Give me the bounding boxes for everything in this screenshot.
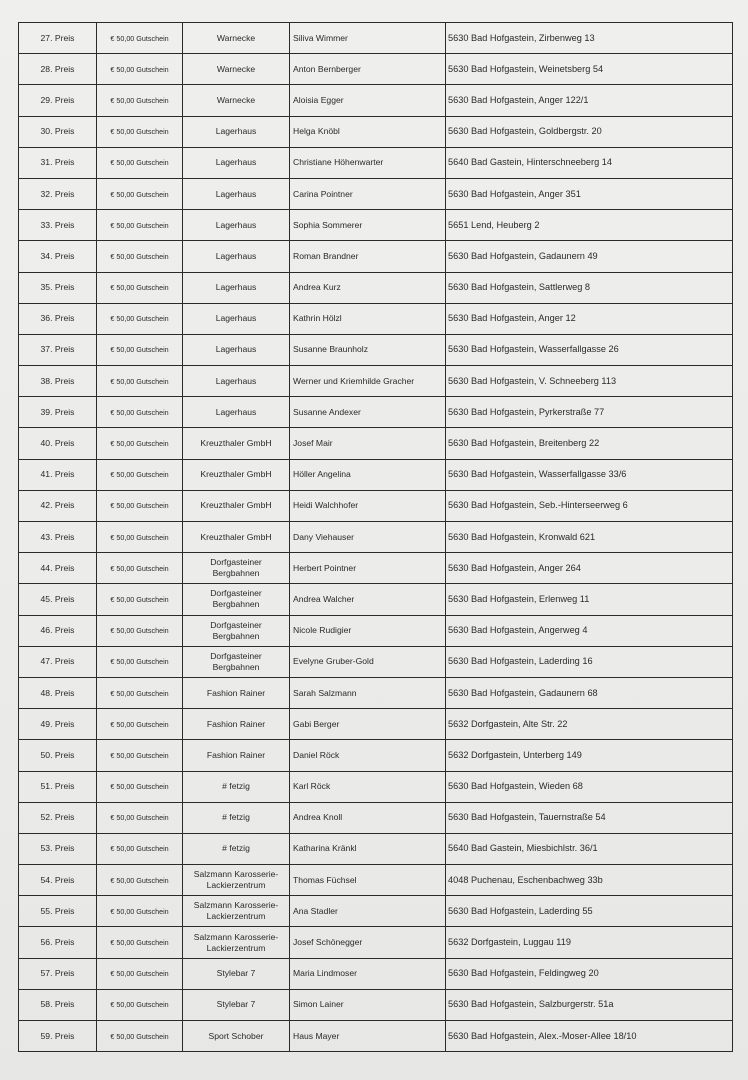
winner-name-cell: Josef Schönegger	[290, 927, 446, 958]
table-row	[19, 303, 733, 334]
sponsor-cell: Lagerhaus	[183, 366, 290, 397]
sponsor-cell: Kreuzthaler GmbH	[183, 522, 290, 553]
winner-name-cell: Andrea Knoll	[290, 802, 446, 833]
winner-name-cell: Sarah Salzmann	[290, 677, 446, 708]
winner-name-cell: Evelyne Gruber-Gold	[290, 646, 446, 677]
address-cell: 5630 Bad Hofgastein, Laderding 16	[446, 646, 733, 677]
sponsor-cell: Lagerhaus	[183, 303, 290, 334]
voucher-cell: € 50,00 Gutschein	[97, 958, 183, 989]
winner-name-cell: Daniel Röck	[290, 740, 446, 771]
voucher-cell: € 50,00 Gutschein	[97, 397, 183, 428]
prize-cell: 56. Preis	[19, 927, 97, 958]
sponsor-cell: Sport Schober	[183, 1021, 290, 1052]
table-row	[19, 833, 733, 864]
table-row	[19, 54, 733, 85]
winner-name-cell: Werner und Kriemhilde Gracher	[290, 366, 446, 397]
table-row	[19, 459, 733, 490]
winner-name-cell: Susanne Braunholz	[290, 334, 446, 365]
winner-name-cell: Andrea Kurz	[290, 272, 446, 303]
table-row	[19, 147, 733, 178]
table-row	[19, 428, 733, 459]
table-row	[19, 1021, 733, 1052]
sponsor-cell: Warnecke	[183, 54, 290, 85]
prize-cell: 54. Preis	[19, 865, 97, 896]
voucher-cell: € 50,00 Gutschein	[97, 303, 183, 334]
winner-name-cell: Gabi Berger	[290, 709, 446, 740]
sponsor-cell: Salzmann Karosserie-Lackierzentrum	[183, 865, 290, 896]
winner-name-cell: Ana Stadler	[290, 896, 446, 927]
address-cell: 5630 Bad Hofgastein, Gadaunern 68	[446, 677, 733, 708]
sponsor-cell: Lagerhaus	[183, 178, 290, 209]
prize-cell: 36. Preis	[19, 303, 97, 334]
sponsor-cell: Fashion Rainer	[183, 677, 290, 708]
sponsor-cell: Fashion Rainer	[183, 709, 290, 740]
voucher-cell: € 50,00 Gutschein	[97, 896, 183, 927]
sponsor-cell: Stylebar 7	[183, 958, 290, 989]
table-row	[19, 646, 733, 677]
winner-name-cell: Christiane Höhenwarter	[290, 147, 446, 178]
winner-name-cell: Roman Brandner	[290, 241, 446, 272]
sponsor-cell: Lagerhaus	[183, 334, 290, 365]
winner-name-cell: Heidi Walchhofer	[290, 490, 446, 521]
address-cell: 5630 Bad Hofgastein, Salzburgerstr. 51a	[446, 989, 733, 1020]
prize-cell: 39. Preis	[19, 397, 97, 428]
winner-name-cell: Helga Knöbl	[290, 116, 446, 147]
prize-cell: 46. Preis	[19, 615, 97, 646]
sponsor-cell: Salzmann Karosserie-Lackierzentrum	[183, 927, 290, 958]
sponsor-cell: Lagerhaus	[183, 147, 290, 178]
voucher-cell: € 50,00 Gutschein	[97, 740, 183, 771]
table-row	[19, 740, 733, 771]
winner-name-cell: Maria Lindmoser	[290, 958, 446, 989]
table-row	[19, 116, 733, 147]
voucher-cell: € 50,00 Gutschein	[97, 334, 183, 365]
voucher-cell: € 50,00 Gutschein	[97, 54, 183, 85]
table-row	[19, 802, 733, 833]
table-row	[19, 366, 733, 397]
prize-cell: 53. Preis	[19, 833, 97, 864]
address-cell: 5630 Bad Hofgastein, V. Schneeberg 113	[446, 366, 733, 397]
address-cell: 5630 Bad Hofgastein, Anger 351	[446, 178, 733, 209]
winner-name-cell: Susanne Andexer	[290, 397, 446, 428]
prize-cell: 57. Preis	[19, 958, 97, 989]
winner-name-cell: Carina Pointner	[290, 178, 446, 209]
sponsor-cell: Dorfgasteiner Bergbahnen	[183, 615, 290, 646]
prize-cell: 32. Preis	[19, 178, 97, 209]
table-row	[19, 23, 733, 54]
sponsor-cell: Kreuzthaler GmbH	[183, 428, 290, 459]
prize-cell: 27. Preis	[19, 23, 97, 54]
prize-cell: 42. Preis	[19, 490, 97, 521]
table-row	[19, 896, 733, 927]
prize-cell: 30. Preis	[19, 116, 97, 147]
sponsor-cell: Warnecke	[183, 85, 290, 116]
sponsor-cell: Kreuzthaler GmbH	[183, 459, 290, 490]
voucher-cell: € 50,00 Gutschein	[97, 23, 183, 54]
voucher-cell: € 50,00 Gutschein	[97, 459, 183, 490]
sponsor-cell: Lagerhaus	[183, 272, 290, 303]
winner-name-cell: Höller Angelina	[290, 459, 446, 490]
sponsor-cell: Salzmann Karosserie-Lackierzentrum	[183, 896, 290, 927]
address-cell: 5630 Bad Hofgastein, Anger 264	[446, 553, 733, 584]
table-row	[19, 334, 733, 365]
table-row	[19, 709, 733, 740]
sponsor-cell: Kreuzthaler GmbH	[183, 490, 290, 521]
voucher-cell: € 50,00 Gutschein	[97, 927, 183, 958]
prize-cell: 41. Preis	[19, 459, 97, 490]
table-row	[19, 85, 733, 116]
winner-name-cell: Thomas Füchsel	[290, 865, 446, 896]
winner-name-cell: Herbert Pointner	[290, 553, 446, 584]
address-cell: 5630 Bad Hofgastein, Gadaunern 49	[446, 241, 733, 272]
sponsor-cell: Lagerhaus	[183, 397, 290, 428]
sponsor-cell: Fashion Rainer	[183, 740, 290, 771]
table-row	[19, 615, 733, 646]
prize-cell: 35. Preis	[19, 272, 97, 303]
table-row	[19, 522, 733, 553]
voucher-cell: € 50,00 Gutschein	[97, 709, 183, 740]
voucher-cell: € 50,00 Gutschein	[97, 989, 183, 1020]
address-cell: 5630 Bad Hofgastein, Wasserfallgasse 33/6	[446, 459, 733, 490]
prize-cell: 43. Preis	[19, 522, 97, 553]
prize-cell: 58. Preis	[19, 989, 97, 1020]
winner-name-cell: Josef Mair	[290, 428, 446, 459]
prize-cell: 28. Preis	[19, 54, 97, 85]
table-row	[19, 553, 733, 584]
sponsor-cell: Dorfgasteiner Bergbahnen	[183, 553, 290, 584]
winner-name-cell: Simon Lainer	[290, 989, 446, 1020]
voucher-cell: € 50,00 Gutschein	[97, 677, 183, 708]
voucher-cell: € 50,00 Gutschein	[97, 241, 183, 272]
sponsor-cell: Warnecke	[183, 23, 290, 54]
address-cell: 5630 Bad Hofgastein, Feldingweg 20	[446, 958, 733, 989]
prize-cell: 31. Preis	[19, 147, 97, 178]
voucher-cell: € 50,00 Gutschein	[97, 147, 183, 178]
table-row	[19, 241, 733, 272]
voucher-cell: € 50,00 Gutschein	[97, 865, 183, 896]
prize-cell: 40. Preis	[19, 428, 97, 459]
winner-name-cell: Haus Mayer	[290, 1021, 446, 1052]
address-cell: 5630 Bad Hofgastein, Erlenweg 11	[446, 584, 733, 615]
voucher-cell: € 50,00 Gutschein	[97, 272, 183, 303]
sponsor-cell: Lagerhaus	[183, 210, 290, 241]
address-cell: 5630 Bad Hofgastein, Wieden 68	[446, 771, 733, 802]
voucher-cell: € 50,00 Gutschein	[97, 771, 183, 802]
winner-name-cell: Kathrin Hölzl	[290, 303, 446, 334]
table-row	[19, 490, 733, 521]
sponsor-cell: Lagerhaus	[183, 116, 290, 147]
sponsor-cell: Dorfgasteiner Bergbahnen	[183, 584, 290, 615]
voucher-cell: € 50,00 Gutschein	[97, 85, 183, 116]
voucher-cell: € 50,00 Gutschein	[97, 428, 183, 459]
sponsor-cell: # fetzig	[183, 802, 290, 833]
winners-table	[18, 22, 733, 1052]
winner-name-cell: Anton Bernberger	[290, 54, 446, 85]
address-cell: 5632 Dorfgastein, Alte Str. 22	[446, 709, 733, 740]
winner-name-cell: Nicole Rudigier	[290, 615, 446, 646]
address-cell: 5630 Bad Hofgastein, Kronwald 621	[446, 522, 733, 553]
address-cell: 5630 Bad Hofgastein, Pyrkerstraße 77	[446, 397, 733, 428]
winner-name-cell: Dany Viehauser	[290, 522, 446, 553]
voucher-cell: € 50,00 Gutschein	[97, 615, 183, 646]
table-row	[19, 397, 733, 428]
voucher-cell: € 50,00 Gutschein	[97, 584, 183, 615]
table-row	[19, 771, 733, 802]
winner-name-cell: Andrea Walcher	[290, 584, 446, 615]
address-cell: 5630 Bad Hofgastein, Angerweg 4	[446, 615, 733, 646]
sponsor-cell: # fetzig	[183, 833, 290, 864]
address-cell: 5630 Bad Hofgastein, Anger 122/1	[446, 85, 733, 116]
address-cell: 5632 Dorfgastein, Unterberg 149	[446, 740, 733, 771]
table-row	[19, 584, 733, 615]
address-cell: 5630 Bad Hofgastein, Seb.-Hinterseerweg 6	[446, 490, 733, 521]
winner-name-cell: Siliva Wimmer	[290, 23, 446, 54]
prize-cell: 33. Preis	[19, 210, 97, 241]
sponsor-cell: # fetzig	[183, 771, 290, 802]
address-cell: 5630 Bad Hofgastein, Wasserfallgasse 26	[446, 334, 733, 365]
address-cell: 5630 Bad Hofgastein, Sattlerweg 8	[446, 272, 733, 303]
prize-cell: 52. Preis	[19, 802, 97, 833]
voucher-cell: € 50,00 Gutschein	[97, 490, 183, 521]
voucher-cell: € 50,00 Gutschein	[97, 1021, 183, 1052]
prize-cell: 29. Preis	[19, 85, 97, 116]
table-row	[19, 210, 733, 241]
voucher-cell: € 50,00 Gutschein	[97, 366, 183, 397]
prize-cell: 44. Preis	[19, 553, 97, 584]
winner-name-cell: Aloisia Egger	[290, 85, 446, 116]
address-cell: 5640 Bad Gastein, Hinterschneeberg 14	[446, 147, 733, 178]
address-cell: 5630 Bad Hofgastein, Alex.-Moser-Allee 18/10	[446, 1021, 733, 1052]
sponsor-cell: Stylebar 7	[183, 989, 290, 1020]
voucher-cell: € 50,00 Gutschein	[97, 646, 183, 677]
table-row	[19, 927, 733, 958]
address-cell: 5640 Bad Gastein, Miesbichlstr. 36/1	[446, 833, 733, 864]
table-row	[19, 272, 733, 303]
winner-name-cell: Sophia Sommerer	[290, 210, 446, 241]
address-cell: 5630 Bad Hofgastein, Breitenberg 22	[446, 428, 733, 459]
prize-cell: 37. Preis	[19, 334, 97, 365]
voucher-cell: € 50,00 Gutschein	[97, 553, 183, 584]
prize-cell: 49. Preis	[19, 709, 97, 740]
address-cell: 4048 Puchenau, Eschenbachweg 33b	[446, 865, 733, 896]
sponsor-cell: Dorfgasteiner Bergbahnen	[183, 646, 290, 677]
winner-name-cell: Karl Röck	[290, 771, 446, 802]
prize-cell: 50. Preis	[19, 740, 97, 771]
address-cell: 5632 Dorfgastein, Luggau 119	[446, 927, 733, 958]
address-cell: 5630 Bad Hofgastein, Tauernstraße 54	[446, 802, 733, 833]
address-cell: 5651 Lend, Heuberg 2	[446, 210, 733, 241]
winners-table-body	[19, 23, 733, 1052]
address-cell: 5630 Bad Hofgastein, Zirbenweg 13	[446, 23, 733, 54]
address-cell: 5630 Bad Hofgastein, Laderding 55	[446, 896, 733, 927]
voucher-cell: € 50,00 Gutschein	[97, 210, 183, 241]
prize-cell: 55. Preis	[19, 896, 97, 927]
sponsor-cell: Lagerhaus	[183, 241, 290, 272]
prize-cell: 48. Preis	[19, 677, 97, 708]
prize-cell: 51. Preis	[19, 771, 97, 802]
voucher-cell: € 50,00 Gutschein	[97, 178, 183, 209]
prize-cell: 34. Preis	[19, 241, 97, 272]
voucher-cell: € 50,00 Gutschein	[97, 833, 183, 864]
table-row	[19, 989, 733, 1020]
prize-cell: 59. Preis	[19, 1021, 97, 1052]
voucher-cell: € 50,00 Gutschein	[97, 802, 183, 833]
prize-cell: 45. Preis	[19, 584, 97, 615]
winner-name-cell: Katharina Kränkl	[290, 833, 446, 864]
voucher-cell: € 50,00 Gutschein	[97, 116, 183, 147]
prize-cell: 38. Preis	[19, 366, 97, 397]
address-cell: 5630 Bad Hofgastein, Weinetsberg 54	[446, 54, 733, 85]
table-row	[19, 865, 733, 896]
table-row	[19, 677, 733, 708]
address-cell: 5630 Bad Hofgastein, Goldbergstr. 20	[446, 116, 733, 147]
voucher-cell: € 50,00 Gutschein	[97, 522, 183, 553]
address-cell: 5630 Bad Hofgastein, Anger 12	[446, 303, 733, 334]
prize-cell: 47. Preis	[19, 646, 97, 677]
table-row	[19, 178, 733, 209]
table-row	[19, 958, 733, 989]
